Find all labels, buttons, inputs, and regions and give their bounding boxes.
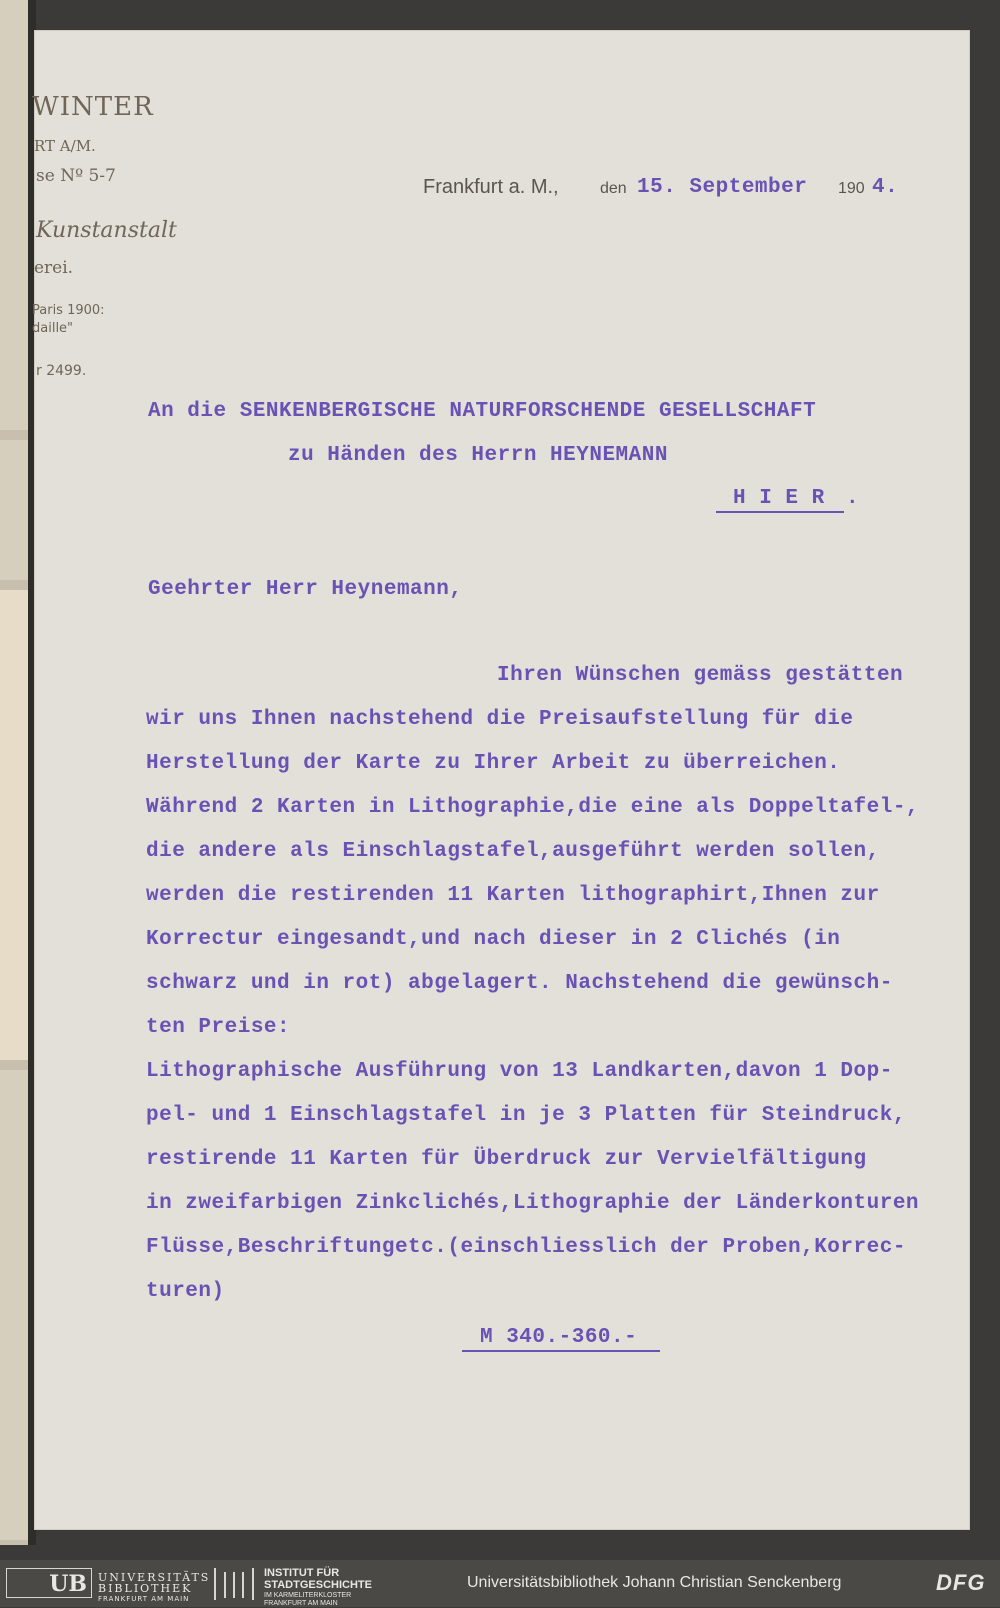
address-local: H I E R [733, 487, 825, 510]
letter-sheet [34, 30, 970, 1530]
letterhead-phone: r 2499. [36, 363, 87, 379]
body-line: turen) [146, 1280, 225, 1303]
underlying-page-strip [0, 0, 29, 430]
isg-name-line2: STADTGESCHICHTE [264, 1579, 372, 1591]
dateline-place: Frankfurt a. M., [423, 176, 559, 198]
library-name: Universitätsbibliothek Johann Christian Senckenberg [467, 1574, 842, 1591]
body-line: werden die restirenden 11 Karten lithographirt,Ihnen zur [146, 884, 880, 907]
ub-name [98, 1572, 210, 1594]
price-underline [462, 1350, 660, 1352]
body-line: Während 2 Karten in Lithographie,die eine als Doppeltafel-, [146, 796, 920, 819]
letterhead-medaille: daille" [32, 321, 74, 336]
ub-logo: UB [6, 1568, 92, 1598]
body-line: wir uns Ihnen nachstehend die Preisaufstellung für die [146, 708, 854, 731]
underlying-page-strip [0, 1070, 29, 1540]
isg-name [264, 1567, 372, 1591]
body-line: Korrectur eingesandt,und nach dieser in 2 Clichés (in [146, 928, 841, 951]
letterhead-address: se Nº 5-7 [36, 166, 116, 186]
underlying-page-strip [0, 440, 29, 580]
body-line: Lithographische Ausführung von 13 Landkarten,davon 1 Dop- [146, 1060, 893, 1083]
dateline-den: den [600, 180, 627, 197]
address-underline [716, 511, 844, 513]
letterhead-winter: WINTER [32, 92, 154, 122]
isg-logo-icon [214, 1568, 254, 1600]
isg-location-line1: IM KARMELITERKLOSTER [264, 1592, 352, 1599]
address-attention: zu Händen des Herrn HEYNEMANN [288, 444, 668, 467]
body-line: schwarz und in rot) abgelagert. Nachstehend die gewünsch- [146, 972, 893, 995]
dateline-year-typed: 4. [872, 176, 899, 199]
letterhead-erei: erei. [34, 258, 74, 278]
body-line: Herstellung der Karte zu Ihrer Arbeit zu überreichen. [146, 752, 841, 775]
body-line: restirende 11 Karten für Überdruck zur Vervielfältigung [146, 1148, 867, 1171]
dateline-date: 15. September [637, 176, 808, 199]
footer-bar [0, 1560, 1000, 1607]
underlying-page-strip [0, 590, 29, 1060]
address-local-dot: . [846, 487, 860, 510]
body-line: Flüsse,Beschriftungetc.(einschliesslich der Proben,Korrec- [146, 1236, 906, 1259]
body-line: pel- und 1 Einschlagstafel in je 3 Platten für Steindruck, [146, 1104, 906, 1127]
body-line: in zweifarbigen Zinkclichés,Lithographie der Länderkonturen [146, 1192, 920, 1215]
isg-name-line1: INSTITUT FÜR [264, 1567, 340, 1579]
body-line: die andere als Einschlagstafel,ausgeführt werden sollen, [146, 840, 880, 863]
price: M 340.-360.- [480, 1326, 638, 1349]
letterhead-city: RT A/M. [34, 137, 96, 155]
address-recipient: An die SENKENBERGISCHE NATURFORSCHENDE GESELLSCHAFT [148, 400, 817, 423]
ub-city: FRANKFURT AM MAIN [98, 1595, 190, 1603]
dateline-year-printed: 190 [838, 180, 865, 197]
isg-location-line2: FRANKFURT AM MAIN [264, 1600, 338, 1607]
body-line: Ihren Wünschen gemäss gestätten [497, 664, 904, 687]
ub-name-line2: BIBLIOTHEK [98, 1582, 193, 1595]
ub-name-line1: UNIVERSITÄTS [98, 1571, 211, 1584]
isg-location [264, 1592, 351, 1608]
dfg-logo: DFG [936, 1570, 986, 1595]
body-line: ten Preise: [146, 1016, 291, 1039]
letterhead-kunstanstalt: Kunstanstalt [36, 218, 177, 243]
letterhead-paris: Paris 1900: [32, 303, 105, 318]
salutation: Geehrter Herr Heynemann, [148, 578, 463, 601]
